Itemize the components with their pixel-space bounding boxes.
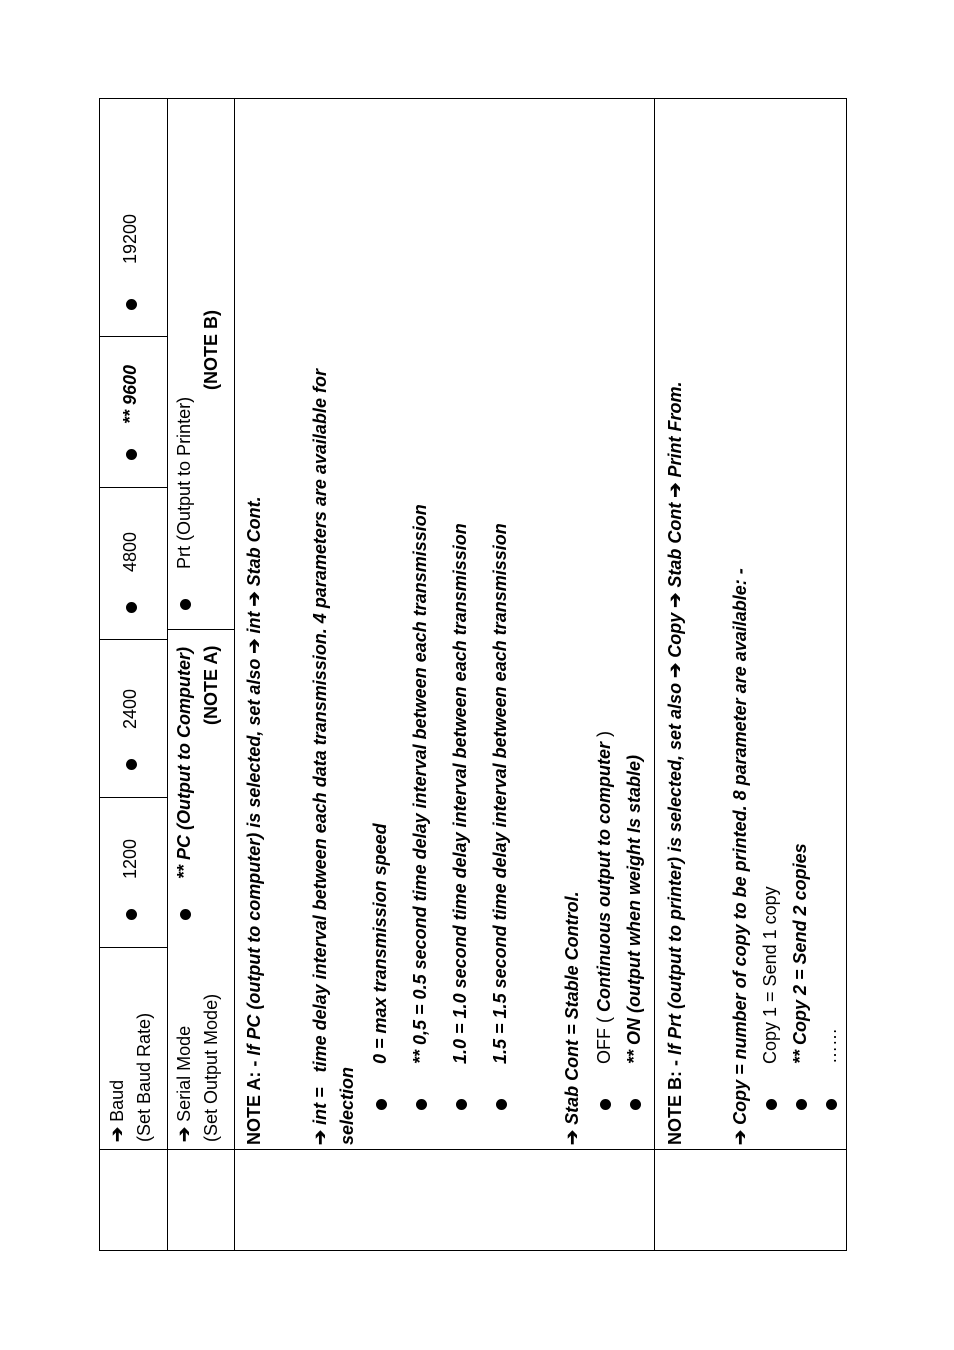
int-option: 0 = max transmission speed (370, 823, 390, 1110)
column-divider (100, 797, 167, 798)
arrow-icon: ➔ (244, 638, 264, 654)
copy-line: ➔ Copy = number of copy to be printed. 8 parameter are available: - (730, 568, 750, 1145)
bullet-icon (126, 759, 137, 770)
baud-option-4800: 4800 (120, 532, 140, 613)
row-divider (167, 99, 168, 1250)
arrow-icon: ➔ (730, 1129, 750, 1145)
column-divider (100, 639, 167, 640)
bullet-icon (180, 599, 191, 610)
copy-option: ** Copy 2 = Send 2 copies (790, 843, 810, 1110)
bullet-icon (796, 1099, 807, 1110)
arrow-icon: ➔ (174, 1126, 194, 1142)
bullet-icon (600, 1099, 611, 1110)
arrow-icon: ➔ (665, 662, 685, 678)
stab-option-on: ** ON (output when weight Is stable) (624, 755, 644, 1110)
bullet-icon (496, 1099, 507, 1110)
serial-option-prt: Prt (Output to Printer) (174, 397, 194, 610)
row-divider (234, 99, 235, 1250)
bullet-icon (766, 1099, 777, 1110)
row-divider (654, 99, 655, 1250)
bullet-icon (126, 299, 137, 310)
arrow-icon: ➔ (665, 482, 685, 498)
baud-option-1200: 1200 (120, 839, 140, 920)
bullet-icon (126, 449, 137, 460)
copy-option: Copy 1 = Send 1 copy (760, 886, 780, 1110)
stab-option-off: OFF ( Continuous output to computer ) (594, 731, 614, 1110)
bullet-icon (456, 1099, 467, 1110)
baud-sublabel: (Set Baud Rate) (134, 1012, 154, 1142)
note-a-heading: NOTE A: - If PC (output to computer) is selected, set also ➔ int ➔ Stab Cont. (244, 496, 264, 1145)
bullet-icon (376, 1099, 387, 1110)
arrow-icon: ➔ (665, 592, 685, 608)
arrow-icon: ➔ (244, 591, 264, 607)
column-divider (100, 1149, 847, 1150)
stab-cont-line: ➔ Stab Cont = Stable Control. (562, 891, 582, 1145)
column-divider (100, 487, 167, 488)
bullet-icon (826, 1099, 837, 1110)
arrow-icon: ➔ (107, 1126, 127, 1142)
int-option: 1.5 = 1.5 second time delay interval between each transmission (490, 523, 510, 1110)
serial-mode-label-line (174, 1026, 194, 1142)
serial-option-pc: ** PC (Output to Computer) (174, 647, 194, 920)
copy-option: …… (820, 1028, 840, 1110)
baud-option-9600: ** 9600 (120, 365, 140, 460)
bullet-icon (630, 1099, 641, 1110)
bullet-icon (180, 909, 191, 920)
int-option: ** 0,5 = 0.5 second time delay interval between each transmission (410, 504, 430, 1110)
bullet-icon (126, 909, 137, 920)
serial-mode-label: Serial Mode (174, 1025, 194, 1122)
column-divider (100, 336, 167, 337)
baud-label-line (107, 1080, 127, 1142)
bullet-icon (416, 1099, 427, 1110)
note-a-int-line2: selection (337, 1066, 357, 1145)
note-a-int-line: ➔ int = time delay interval between each data transmission. 4 parameters are available for (310, 369, 330, 1145)
column-divider (167, 629, 234, 630)
bullet-icon (126, 602, 137, 613)
baud-option-19200: 19200 (120, 214, 140, 310)
arrow-icon: ➔ (562, 1129, 582, 1145)
serial-option-pc-note: (NOTE A) (201, 645, 221, 725)
note-b-heading: NOTE B: - If Prt (output to printer) is selected, set also ➔ Copy ➔ Stab Cont ➔ Print From. (665, 381, 685, 1145)
serial-mode-sublabel: (Set Output Mode) (201, 993, 221, 1142)
int-option: 1.0 = 1.0 second time delay interval between each transmission (450, 523, 470, 1110)
column-divider (100, 947, 167, 948)
arrow-icon: ➔ (310, 1129, 330, 1145)
serial-option-prt-note: (NOTE B) (201, 310, 221, 390)
baud-option-2400: 2400 (120, 689, 140, 770)
baud-label: Baud (107, 1079, 127, 1122)
